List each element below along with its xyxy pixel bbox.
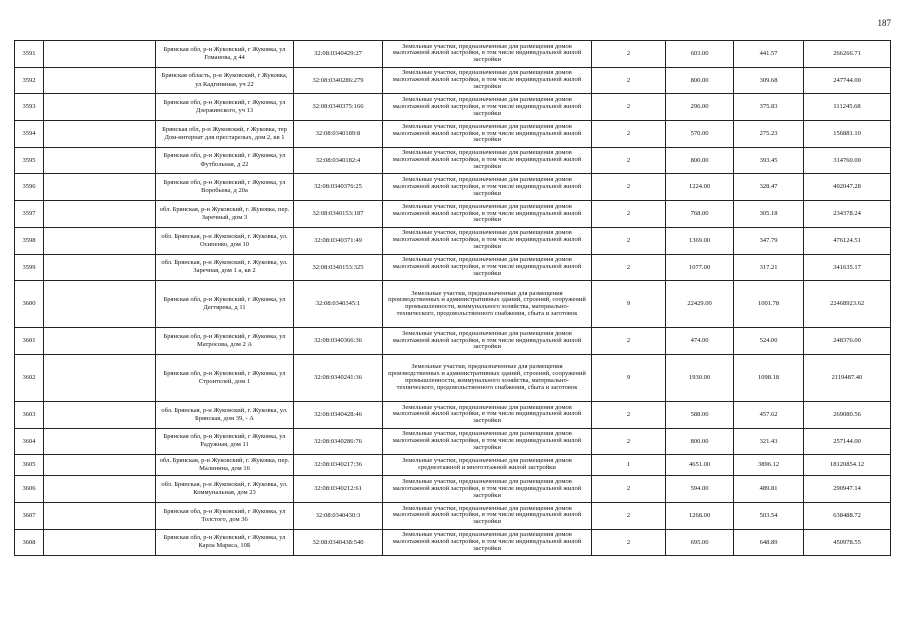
row-number-cell: 3593 <box>15 94 44 121</box>
land-use-cell: Земельные участки, предназначенные для размещения производственных и административных зданий, строений, сооружений промышленности, коммунального хозяйства, материально-технического, продовольственного снабжения, сбыта и заготовок <box>383 354 592 401</box>
cadastral-number-cell: 32:08:0340182:4 <box>294 147 383 174</box>
area-cell: 1369.00 <box>666 227 734 254</box>
cadastral-value-cell: 234378.24 <box>804 201 891 228</box>
group-cell: 2 <box>592 401 666 428</box>
cadastral-value-cell: 247744.00 <box>804 67 891 94</box>
cadastral-number-cell: 32:08:0340189:8 <box>294 121 383 148</box>
row-number-cell: 3602 <box>15 354 44 401</box>
land-use-cell: Земельные участки, предназначенные для размещения домов малоэтажной жилой застройки, в том числе индивидуальной жилой застройки <box>383 121 592 148</box>
cadastral-number-cell: 32:08:0340376:25 <box>294 174 383 201</box>
area-cell: 474.00 <box>666 328 734 355</box>
cadastral-number-cell: 32:08:0340371:49 <box>294 227 383 254</box>
land-use-cell: Земельные участки, предназначенные для размещения домов малоэтажной жилой застройки, в том числе индивидуальной жилой застройки <box>383 476 592 503</box>
cadastral-value-cell: 22468923.62 <box>804 281 891 328</box>
unit-value-cell: 489.81 <box>734 476 804 503</box>
area-cell: 800.00 <box>666 67 734 94</box>
row-number-cell: 3599 <box>15 254 44 281</box>
spacer-cell <box>44 502 156 529</box>
area-cell: 22429.00 <box>666 281 734 328</box>
table-row <box>15 201 891 228</box>
group-cell: 2 <box>592 41 666 68</box>
address-cell: обл. Брянская, р-н Жуковский, г. Жуковка, ул. Коммунальная, дом 23 <box>156 476 294 503</box>
land-use-cell: Земельные участки, предназначенные для размещения домов малоэтажной жилой застройки, в том числе индивидуальной жилой застройки <box>383 529 592 556</box>
row-number-cell: 3591 <box>15 41 44 68</box>
cadastral-value-cell: 111245.68 <box>804 94 891 121</box>
address-cell: Брянская область, р-н Жуковский, г Жуковка, ул Кадгининая, уч 22 <box>156 67 294 94</box>
cadastral-number-cell: 32:08:0340366:36 <box>294 328 383 355</box>
spacer-cell <box>44 41 156 68</box>
unit-value-cell: 1001.78 <box>734 281 804 328</box>
land-use-cell: Земельные участки, предназначенные для размещения домов малоэтажной жилой застройки, в том числе индивидуальной жилой застройки <box>383 328 592 355</box>
spacer-cell <box>44 281 156 328</box>
land-use-cell: Земельные участки, предназначенные для размещения домов среднеэтажной и многоэтажной жилой застройки <box>383 455 592 476</box>
row-number-cell: 3603 <box>15 401 44 428</box>
cadastral-number-cell: 32:08:0340428:46 <box>294 401 383 428</box>
address-cell: обл. Брянская, р-н Жуковский, г. Жуковка, ул. Брянская, дом 39, - А <box>156 401 294 428</box>
unit-value-cell: 275.23 <box>734 121 804 148</box>
unit-value-cell: 503.54 <box>734 502 804 529</box>
row-number-cell: 3598 <box>15 227 44 254</box>
address-cell: Брянская обл, р-н Жуковский, г Жуковка, тер Дом-интернат для престарелых, дом 2, кв 1 <box>156 121 294 148</box>
unit-value-cell: 524.00 <box>734 328 804 355</box>
table-row <box>15 428 891 455</box>
cadastral-number-cell: 32:08:0340241:36 <box>294 354 383 401</box>
address-cell: Брянская обл, р-н Жуковский, г Жуковка, ул Толстого, дом 36 <box>156 502 294 529</box>
page-number: 187 <box>877 18 891 28</box>
cadastral-value-cell: 156881.10 <box>804 121 891 148</box>
table-row <box>15 227 891 254</box>
land-use-cell: Земельные участки, предназначенные для размещения домов малоэтажной жилой застройки, в том числе индивидуальной жилой застройки <box>383 502 592 529</box>
spacer-cell <box>44 529 156 556</box>
spacer-cell <box>44 174 156 201</box>
address-cell: Брянская обл, р-н Жуковский, г Жуковка, ул Гоманова, д 44 <box>156 41 294 68</box>
table-row <box>15 529 891 556</box>
row-number-cell: 3608 <box>15 529 44 556</box>
land-use-cell: Земельные участки, предназначенные для размещения домов малоэтажной жилой застройки, в том числе индивидуальной жилой застройки <box>383 401 592 428</box>
cadastral-value-cell: 2119487.40 <box>804 354 891 401</box>
cadastral-number-cell: 32:08:0340375:166 <box>294 94 383 121</box>
cadastral-value-table <box>14 40 891 556</box>
group-cell: 2 <box>592 476 666 503</box>
area-cell: 800.00 <box>666 147 734 174</box>
land-use-cell: Земельные участки, предназначенные для размещения домов малоэтажной жилой застройки, в том числе индивидуальной жилой застройки <box>383 41 592 68</box>
unit-value-cell: 3896.12 <box>734 455 804 476</box>
table-row <box>15 121 891 148</box>
area-cell: 800.00 <box>666 428 734 455</box>
land-use-cell: Земельные участки, предназначенные для размещения домов малоэтажной жилой застройки, в том числе индивидуальной жилой застройки <box>383 67 592 94</box>
land-use-cell: Земельные участки, предназначенные для размещения домов малоэтажной жилой застройки, в том числе индивидуальной жилой застройки <box>383 428 592 455</box>
cadastral-number-cell: 32:08:0340438:540 <box>294 529 383 556</box>
address-cell: обл. Брянская, р-н Жуковский, г. Жуковка, ул. Заречная, дом 1 а, кв 2 <box>156 254 294 281</box>
table-row <box>15 455 891 476</box>
cadastral-value-cell: 450978.55 <box>804 529 891 556</box>
cadastral-number-cell: 32:08:0340217:36 <box>294 455 383 476</box>
row-number-cell: 3606 <box>15 476 44 503</box>
area-cell: 603.00 <box>666 41 734 68</box>
spacer-cell <box>44 455 156 476</box>
cadastral-value-cell: 18120854.12 <box>804 455 891 476</box>
area-cell: 768.00 <box>666 201 734 228</box>
table-row <box>15 94 891 121</box>
spacer-cell <box>44 354 156 401</box>
cadastral-number-cell: 32:08:0340286:76 <box>294 428 383 455</box>
group-cell: 2 <box>592 201 666 228</box>
address-cell: Брянская обл, р-н Жуковский, г Жуковка, ул Воробьева, д 20а <box>156 174 294 201</box>
unit-value-cell: 441.57 <box>734 41 804 68</box>
table-row <box>15 476 891 503</box>
table-row <box>15 254 891 281</box>
spacer-cell <box>44 227 156 254</box>
row-number-cell: 3605 <box>15 455 44 476</box>
cadastral-value-cell: 341635.17 <box>804 254 891 281</box>
area-cell: 296.00 <box>666 94 734 121</box>
table-row <box>15 41 891 68</box>
group-cell: 2 <box>592 254 666 281</box>
spacer-cell <box>44 254 156 281</box>
address-cell: Брянская обл, р-н Жуковский, г Жуковка, ул Дзержинского, уч 13 <box>156 94 294 121</box>
group-cell: 2 <box>592 147 666 174</box>
group-cell: 2 <box>592 428 666 455</box>
row-number-cell: 3604 <box>15 428 44 455</box>
unit-value-cell: 648.89 <box>734 529 804 556</box>
group-cell: 2 <box>592 174 666 201</box>
spacer-cell <box>44 67 156 94</box>
group-cell: 2 <box>592 502 666 529</box>
spacer-cell <box>44 147 156 174</box>
row-number-cell: 3597 <box>15 201 44 228</box>
group-cell: 2 <box>592 67 666 94</box>
unit-value-cell: 375.83 <box>734 94 804 121</box>
cadastral-value-cell: 402047.28 <box>804 174 891 201</box>
unit-value-cell: 328.47 <box>734 174 804 201</box>
unit-value-cell: 309.68 <box>734 67 804 94</box>
land-use-cell: Земельные участки, предназначенные для размещения домов малоэтажной жилой застройки, в том числе индивидуальной жилой застройки <box>383 147 592 174</box>
spacer-cell <box>44 476 156 503</box>
table-row <box>15 328 891 355</box>
area-cell: 1224.00 <box>666 174 734 201</box>
land-use-cell: Земельные участки, предназначенные для размещения домов малоэтажной жилой застройки, в том числе индивидуальной жилой застройки <box>383 201 592 228</box>
unit-value-cell: 321.43 <box>734 428 804 455</box>
cadastral-number-cell: 32:08:0340430:3 <box>294 502 383 529</box>
area-cell: 588.00 <box>666 401 734 428</box>
address-cell: Брянская обл, р-н Жуковский, г Жуковка, ул Строителей, дом 1 <box>156 354 294 401</box>
land-use-cell: Земельные участки, предназначенные для размещения производственных и административных зданий, строений, сооружений промышленности, коммунального хозяйства, материально-технического, продовольственного снабжения, сбыта и заготовок <box>383 281 592 328</box>
cadastral-value-cell: 248376.00 <box>804 328 891 355</box>
table-body <box>15 41 891 556</box>
area-cell: 594.00 <box>666 476 734 503</box>
table-row <box>15 281 891 328</box>
land-use-cell: Земельные участки, предназначенные для размещения домов малоэтажной жилой застройки, в том числе индивидуальной жилой застройки <box>383 227 592 254</box>
area-cell: 1077.00 <box>666 254 734 281</box>
unit-value-cell: 305.18 <box>734 201 804 228</box>
spacer-cell <box>44 428 156 455</box>
group-cell: 9 <box>592 354 666 401</box>
spacer-cell <box>44 401 156 428</box>
row-number-cell: 3592 <box>15 67 44 94</box>
spacer-cell <box>44 328 156 355</box>
table-row <box>15 147 891 174</box>
cadastral-value-cell: 269080.56 <box>804 401 891 428</box>
cadastral-value-cell: 257144.00 <box>804 428 891 455</box>
cadastral-value-cell: 290947.14 <box>804 476 891 503</box>
row-number-cell: 3596 <box>15 174 44 201</box>
cadastral-value-cell: 476124.51 <box>804 227 891 254</box>
address-cell: обл. Брянская, р-н Жуковский, г. Жуковка, пер. Малинина, дом 16 <box>156 455 294 476</box>
unit-value-cell: 457.62 <box>734 401 804 428</box>
address-cell: Брянская обл, р-н Жуковский, г Жуковка, ул Карла Маркса, 10Б <box>156 529 294 556</box>
address-cell: Брянская обл, р-н Жуковский, г Жуковка, ул Дегтярева, д 11 <box>156 281 294 328</box>
address-cell: Брянская обл, р-н Жуковский, г Жуковка, ул Матросова, дом 2 А <box>156 328 294 355</box>
table-row <box>15 502 891 529</box>
table-row <box>15 67 891 94</box>
cadastral-number-cell: 32:08:0340345:1 <box>294 281 383 328</box>
unit-value-cell: 317.21 <box>734 254 804 281</box>
table-row <box>15 401 891 428</box>
row-number-cell: 3594 <box>15 121 44 148</box>
group-cell: 2 <box>592 121 666 148</box>
area-cell: 570.00 <box>666 121 734 148</box>
cadastral-number-cell: 32:08:0340429:27 <box>294 41 383 68</box>
row-number-cell: 3600 <box>15 281 44 328</box>
spacer-cell <box>44 121 156 148</box>
spacer-cell <box>44 94 156 121</box>
area-cell: 695.00 <box>666 529 734 556</box>
group-cell: 9 <box>592 281 666 328</box>
unit-value-cell: 1098.18 <box>734 354 804 401</box>
table-row <box>15 354 891 401</box>
cadastral-value-cell: 266266.71 <box>804 41 891 68</box>
cadastral-value-cell: 638488.72 <box>804 502 891 529</box>
cadastral-number-cell: 32:08:0340153:187 <box>294 201 383 228</box>
area-cell: 1268.00 <box>666 502 734 529</box>
cadastral-number-cell: 32:08:0340153:325 <box>294 254 383 281</box>
area-cell: 1930.00 <box>666 354 734 401</box>
address-cell: обл. Брянская, р-н Жуковский, г. Жуковка, пер. Заречный, дом 3 <box>156 201 294 228</box>
cadastral-number-cell: 32:08:0340212:61 <box>294 476 383 503</box>
address-cell: Брянская обл, р-н Жуковский, г Жуковка, ул Радужная, дом 11 <box>156 428 294 455</box>
group-cell: 2 <box>592 94 666 121</box>
area-cell: 4651.00 <box>666 455 734 476</box>
land-use-cell: Земельные участки, предназначенные для размещения домов малоэтажной жилой застройки, в том числе индивидуальной жилой застройки <box>383 254 592 281</box>
group-cell: 2 <box>592 328 666 355</box>
table-row <box>15 174 891 201</box>
row-number-cell: 3595 <box>15 147 44 174</box>
land-use-cell: Земельные участки, предназначенные для размещения домов малоэтажной жилой застройки, в том числе индивидуальной жилой застройки <box>383 94 592 121</box>
land-use-cell: Земельные участки, предназначенные для размещения домов малоэтажной жилой застройки, в том числе индивидуальной жилой застройки <box>383 174 592 201</box>
unit-value-cell: 393.45 <box>734 147 804 174</box>
spacer-cell <box>44 201 156 228</box>
group-cell: 2 <box>592 529 666 556</box>
cadastral-value-cell: 314760.00 <box>804 147 891 174</box>
cadastral-number-cell: 32:08:0340286:279 <box>294 67 383 94</box>
row-number-cell: 3607 <box>15 502 44 529</box>
unit-value-cell: 347.79 <box>734 227 804 254</box>
group-cell: 2 <box>592 227 666 254</box>
group-cell: 1 <box>592 455 666 476</box>
address-cell: обл. Брянская, р-н Жуковский, г. Жуковка, ул. Осипенко, дом 10 <box>156 227 294 254</box>
address-cell: Брянская обл, р-н Жуковский, г Жуковка, ул Футбольная, д 22 <box>156 147 294 174</box>
row-number-cell: 3601 <box>15 328 44 355</box>
